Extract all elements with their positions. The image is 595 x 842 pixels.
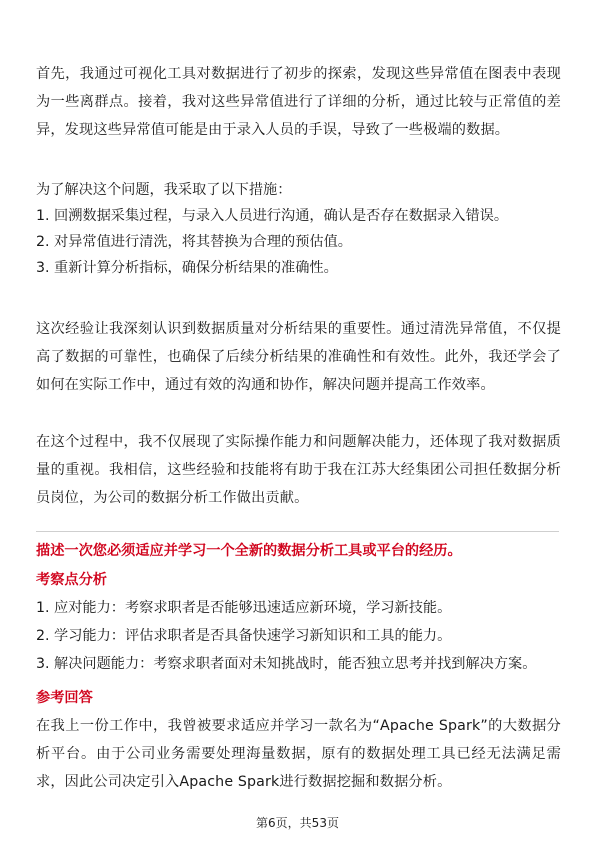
measures-list xyxy=(36,203,561,281)
list-item: 2. 对异常值进行清洗，将其替换为合理的预估值。 xyxy=(36,234,352,250)
answer-heading-text: 参考回答 xyxy=(36,690,93,706)
list-item: 1. 应对能力：考察求职者是否能够迅速适应新环境，学习新技能。 xyxy=(36,600,452,616)
list-item: 3. 解决问题能力：考察求职者面对未知挑战时，能否独立思考并找到解决方案。 xyxy=(36,656,537,672)
answer-heading xyxy=(36,686,561,710)
list-item: 1. 回溯数据采集过程，与录入人员进行沟通，确认是否存在数据录入错误。 xyxy=(36,208,509,224)
paragraph-exploration xyxy=(36,60,561,144)
section-divider xyxy=(36,531,559,532)
analysis-list xyxy=(36,594,561,678)
answer-paragraph xyxy=(36,712,561,796)
paragraph-text: 在这个过程中，我不仅展现了实际操作能力和问题解决能力，还体现了我对数据质量的重视。我相信，这些经验和技能将有助于我在江苏大经集团公司担任数据分析员岗位，为公司的数据分析工作做出贡献。 xyxy=(36,434,561,506)
question-title xyxy=(36,538,561,564)
paragraph-summary xyxy=(36,428,561,512)
list-item: 2. 学习能力：评估求职者是否具备快速学习新知识和工具的能力。 xyxy=(36,628,452,644)
question-title-text: 描述一次您必须适应并学习一个全新的数据分析工具或平台的经历。 xyxy=(36,543,462,559)
paragraph-text: 在我上一份工作中，我曾被要求适应并学习一款名为“Apache Spark”的大数据分析平台。由于公司业务需要处理海量数据，原有的数据处理工具已经无法满足需求，因此公司决定引入Apache Spark进行数据挖掘和数据分析。 xyxy=(36,718,561,790)
analysis-heading xyxy=(36,568,561,592)
paragraph-lessons xyxy=(36,315,561,399)
paragraph-text: 这次经验让我深刻认识到数据质量对分析结果的重要性。通过清洗异常值，不仅提高了数据的可靠性，也确保了后续分析结果的准确性和有效性。此外，我还学会了如何在实际工作中，通过有效的沟通和协作，解决问题并提高工作效率。 xyxy=(36,321,561,393)
page-number: 第6页，共53页 xyxy=(256,816,339,830)
list-item: 3. 重新计算分析指标，确保分析结果的准确性。 xyxy=(36,260,338,276)
measures-intro-text: 为了解决这个问题，我采取了以下措施： xyxy=(36,182,292,198)
paragraph-text: 首先，我通过可视化工具对数据进行了初步的探索，发现这些异常值在图表中表现为一些离群点。接着，我对这些异常值进行了详细的分析，通过比较与正常值的差异，发现这些异常值可能是由于录入人员的手误，导致了一些极端的数据。 xyxy=(36,66,561,138)
analysis-heading-text: 考察点分析 xyxy=(36,572,107,588)
paragraph-measures-intro xyxy=(36,177,561,203)
